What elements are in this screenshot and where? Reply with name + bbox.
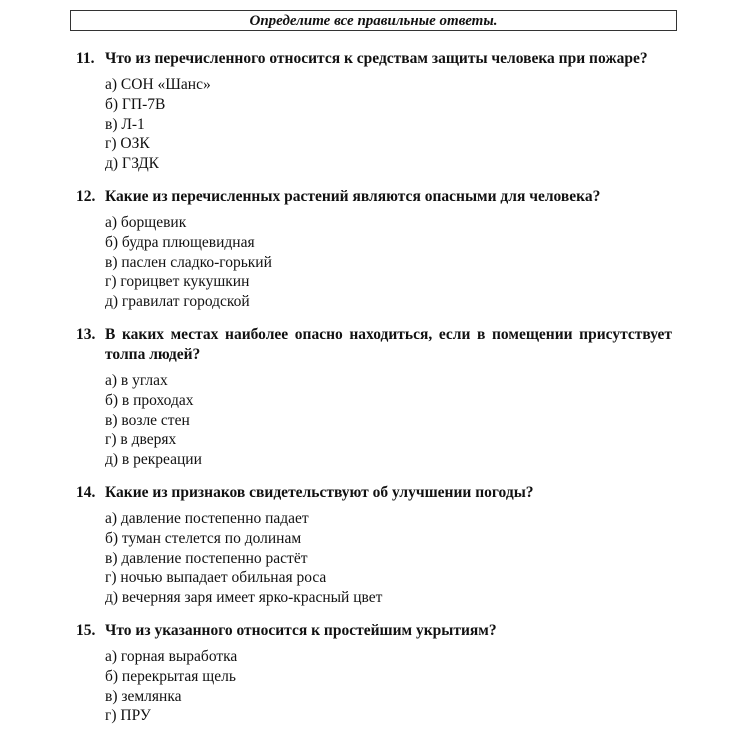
question-11 — [76, 49, 672, 174]
answer-list — [76, 75, 672, 174]
question-14 — [76, 483, 672, 608]
answer-option: б) перекрытая щель — [105, 667, 236, 685]
answer-option: в) Л-1 — [105, 115, 145, 133]
question-text: Какие из перечисленных растений являются опасными для человека? — [105, 187, 601, 205]
question-text: Что из перечисленного относится к средствам защиты человека при пожаре? — [105, 50, 648, 67]
answer-option: в) давление постепенно растёт — [105, 549, 308, 567]
answer-option: г) ОЗК — [105, 135, 150, 153]
question-number: 15. — [76, 621, 96, 639]
question-13 — [76, 325, 672, 470]
answer-option: д) в рекреации — [105, 451, 202, 469]
answer-option: в) землянка — [105, 687, 182, 705]
answer-option: д) ГЗДК — [105, 155, 160, 173]
answer-list — [76, 371, 672, 470]
answer-option: г) ночью выпадает обильная роса — [105, 569, 327, 587]
question-15 — [76, 621, 672, 726]
question-text: В каких местах наиболее опасно находиться, если в помещении присутствует толпа людей? — [105, 325, 672, 363]
answer-list — [76, 509, 672, 608]
answer-option: а) горная выработка — [105, 647, 238, 665]
answer-option: а) в углах — [105, 371, 168, 389]
answer-option: г) ПРУ — [105, 707, 151, 725]
question-12 — [76, 187, 672, 312]
question-number: 12. — [76, 187, 96, 205]
answer-option: г) в дверях — [105, 431, 177, 449]
answer-option: д) вечерняя заря имеет ярко-красный цвет — [105, 589, 383, 607]
answer-option: д) гравилат городской — [105, 293, 250, 311]
question-number: 13. — [76, 325, 96, 343]
answer-option: а) давление постепенно падает — [105, 509, 309, 527]
question-number: 11. — [76, 50, 95, 67]
answer-option: б) будра плющевидная — [105, 233, 255, 251]
answer-list — [76, 647, 672, 726]
answer-option: г) горицвет кукушкин — [105, 273, 250, 291]
answer-option: б) туман стелется по долинам — [105, 529, 302, 547]
instruction-header: Определите все правильные ответы. — [70, 10, 677, 31]
answer-option: а) СОН «Шанс» — [105, 76, 211, 93]
answer-option: в) возле стен — [105, 411, 190, 429]
question-number: 14. — [76, 483, 96, 501]
question-list — [76, 49, 672, 739]
answer-option: в) паслен сладко-горький — [105, 253, 272, 271]
question-text: Что из указанного относится к простейшим укрытиям? — [105, 621, 497, 639]
question-text: Какие из признаков свидетельствуют об улучшении погоды? — [105, 483, 534, 501]
answer-list — [76, 213, 672, 312]
answer-option: а) борщевик — [105, 213, 187, 231]
answer-option: б) в проходах — [105, 391, 194, 409]
answer-option: б) ГП-7В — [105, 95, 166, 113]
